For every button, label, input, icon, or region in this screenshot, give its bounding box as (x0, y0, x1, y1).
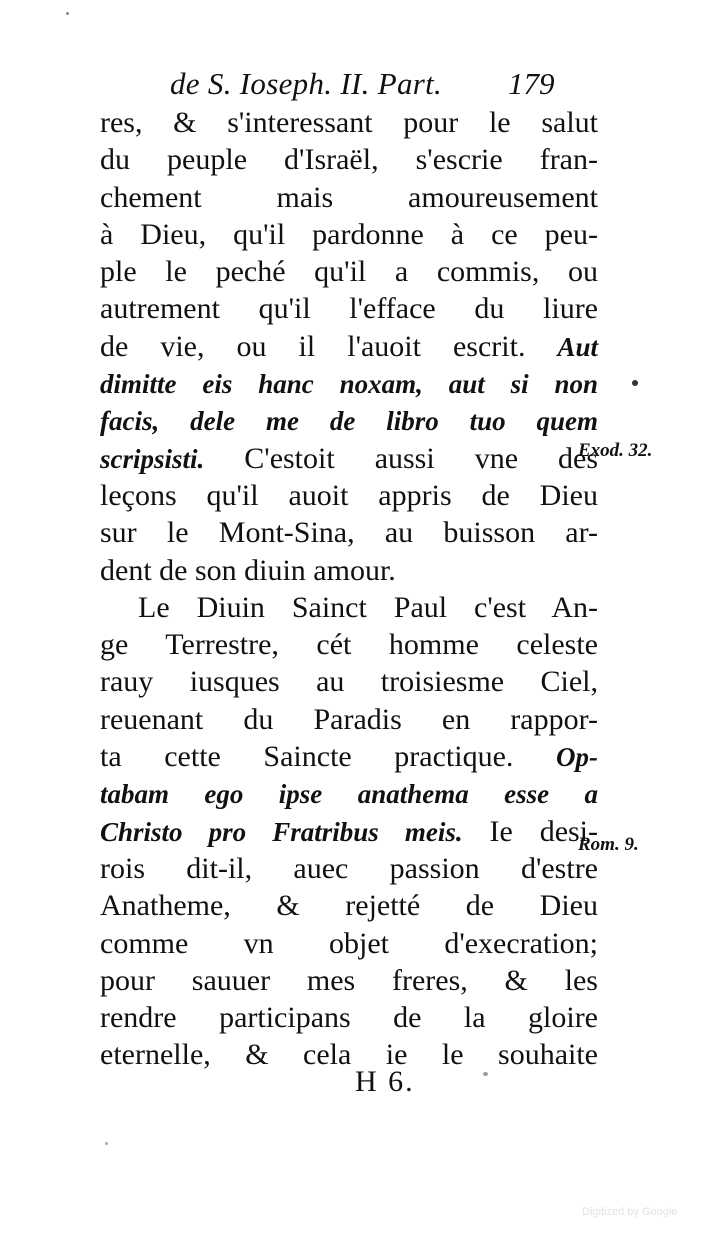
text-line: comme vn objet d'execration; (100, 926, 598, 960)
margin-note-romans: Rom. 9. (578, 834, 639, 855)
text-line (100, 365, 598, 402)
running-title: de S. Ioseph. II. Part. (170, 66, 443, 101)
ink-speck (105, 1142, 108, 1145)
text-line: leçons qu'il auoit appris de Dieu (100, 478, 598, 512)
text-line: ple le peché qu'il a commis, ou (100, 255, 598, 289)
latin-quote: dimitte eis hanc noxam, aut si non (100, 369, 598, 400)
latin-quote: scripsisti. (100, 443, 205, 474)
text-line: Le Diuin Sainct Paul c'est An- (138, 590, 598, 624)
latin-quote: Christo pro Fratribus meis. (100, 816, 463, 847)
text-line: scripsisti. C'estoit aussi vne des (100, 441, 598, 475)
text-line: rendre participans de la gloire (100, 1001, 598, 1035)
latin-quote: facis, dele me de libro tuo quem (100, 406, 598, 437)
margin-note-exodus: Exod. 32. (578, 440, 653, 461)
text-line (100, 402, 598, 439)
text-line: pour sauuer mes freres, & les (100, 963, 598, 997)
ink-speck (483, 1072, 488, 1076)
text-line: rois dit-il, auec passion d'estre (100, 851, 598, 885)
text-line: reuenant du Paradis en rappor- (100, 702, 598, 736)
text-line: dent de son diuin amour. (100, 553, 396, 587)
text-line: du peuple d'Israël, s'escrie fran- (100, 143, 598, 177)
latin-quote: Aut (557, 331, 598, 362)
text-line: Christo pro Fratribus meis. Ie desi- (100, 814, 599, 848)
page-number: 179 (508, 66, 555, 101)
text-line: res, & s'interessant pour le salut (100, 106, 598, 139)
text-line: chement mais amoureusement (100, 180, 598, 214)
ink-speck (632, 380, 638, 386)
latin-quote: Op- (556, 742, 598, 773)
text-line: rauy iusques au troisiesme Ciel, (100, 665, 598, 699)
body-text (100, 104, 600, 1074)
ink-speck (66, 12, 69, 15)
text-line: ge Terrestre, cét homme celeste (100, 628, 598, 662)
signature-mark: H 6. (355, 1065, 415, 1098)
text-line: à Dieu, qu'il pardonne à ce peu- (100, 217, 598, 251)
text-line (100, 775, 598, 812)
latin-quote: tabam ego ipse anathema esse a (100, 779, 598, 810)
text-line: de vie, ou il l'auoit escrit. Aut (100, 329, 598, 363)
digitization-watermark: Digitized by Google (582, 1206, 678, 1218)
text-line: eternelle, & cela ie le souhaite (100, 1038, 598, 1072)
text-line: sur le Mont-Sina, au buisson ar- (100, 516, 598, 550)
text-line: Anatheme, & rejetté de Dieu (100, 889, 598, 923)
text-line: ta cette Saincte practique. Op- (100, 740, 598, 774)
text-line: autrement qu'il l'efface du liure (100, 292, 598, 326)
